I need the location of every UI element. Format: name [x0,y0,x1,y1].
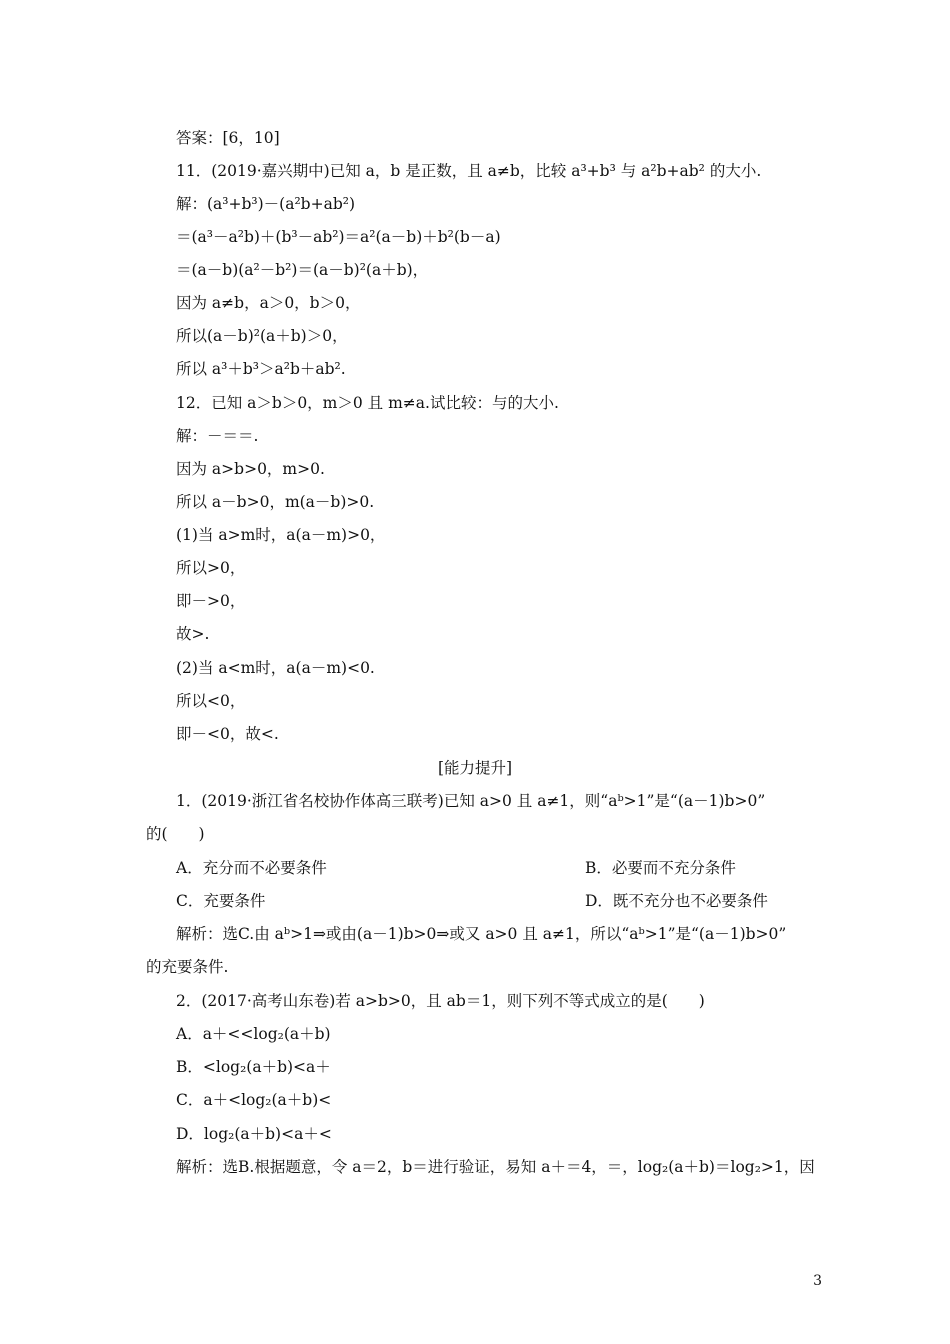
question-1-continued: 的( ) [146,825,205,843]
option-b: B．必要而不充分条件 [585,859,736,877]
section-heading: [能力提升] [437,759,513,777]
solution-line: 所以<0， [176,692,246,710]
solution-line: 所以 a－b>0，m(a－b)>0. [176,493,375,511]
page-number: 3 [813,1273,822,1289]
solution-line: 因为 a>b>0，m>0. [176,460,325,478]
problem-11: 11．(2019·嘉兴期中)已知 a，b 是正数，且 a≠b，比较 a³+b³ 与 a²b+ab² 的大小. [176,162,762,180]
solution-line: (2)当 a<m时，a(a－m)<0. [176,659,375,677]
option-d: D．既不充分也不必要条件 [585,892,768,910]
option-c: C．a＋<log₂(a＋b)< [176,1091,332,1109]
solution-line: 解：－＝＝. [176,427,259,445]
solution-line: 所以>0， [176,559,246,577]
solution-line: 解：(a³+b³)－(a²b+ab²) [176,195,356,213]
answer-line: 答案：[6，10] [176,129,280,147]
analysis-continued: 的充要条件. [146,958,229,976]
solution-line: ＝(a³－a²b)＋(b³－ab²)＝a²(a－b)＋b²(b－a) [176,228,501,246]
analysis-line: 解析：选C.由 aᵇ>1⇒或由(a－1)b>0⇒或又 a>0 且 a≠1，所以“aᵇ>1”是“(a－1)b>0” [176,925,787,943]
option-d: D．log₂(a＋b)<a＋< [176,1125,332,1143]
solution-line: 即－<0，故<. [176,725,279,743]
solution-line: 所以(a－b)²(a＋b)＞0， [176,327,348,345]
option-b: B．<log₂(a＋b)<a＋ [176,1058,331,1076]
solution-line: (1)当 a>m时，a(a－m)>0， [176,526,386,544]
solution-line: 即－>0， [176,592,246,610]
option-a: A．a＋<<log₂(a＋b) [176,1025,331,1043]
solution-line: ＝(a－b)(a²－b²)＝(a－b)²(a＋b)， [176,261,429,279]
question-1: 1．(2019·浙江省名校协作体高三联考)已知 a>0 且 a≠1，则“aᵇ>1”是“(a－1)b>0” [176,792,766,810]
option-c: C．充要条件 [176,892,266,910]
problem-12: 12．已知 a＞b＞0，m＞0 且 m≠a.试比较：与的大小. [176,394,559,412]
analysis-line: 解析：选B.根据题意，令 a＝2，b＝进行验证，易知 a＋＝4，＝，log₂(a＋b)＝log₂>1，因 [176,1158,815,1176]
option-a: A．充分而不必要条件 [176,859,327,877]
solution-line: 故>. [176,625,210,643]
solution-line: 因为 a≠b，a＞0，b＞0， [176,294,361,312]
solution-line: 所以 a³＋b³＞a²b＋ab². [176,360,346,378]
question-2: 2．(2017·高考山东卷)若 a>b>0，且 ab＝1，则下列不等式成立的是( ) [176,992,705,1010]
